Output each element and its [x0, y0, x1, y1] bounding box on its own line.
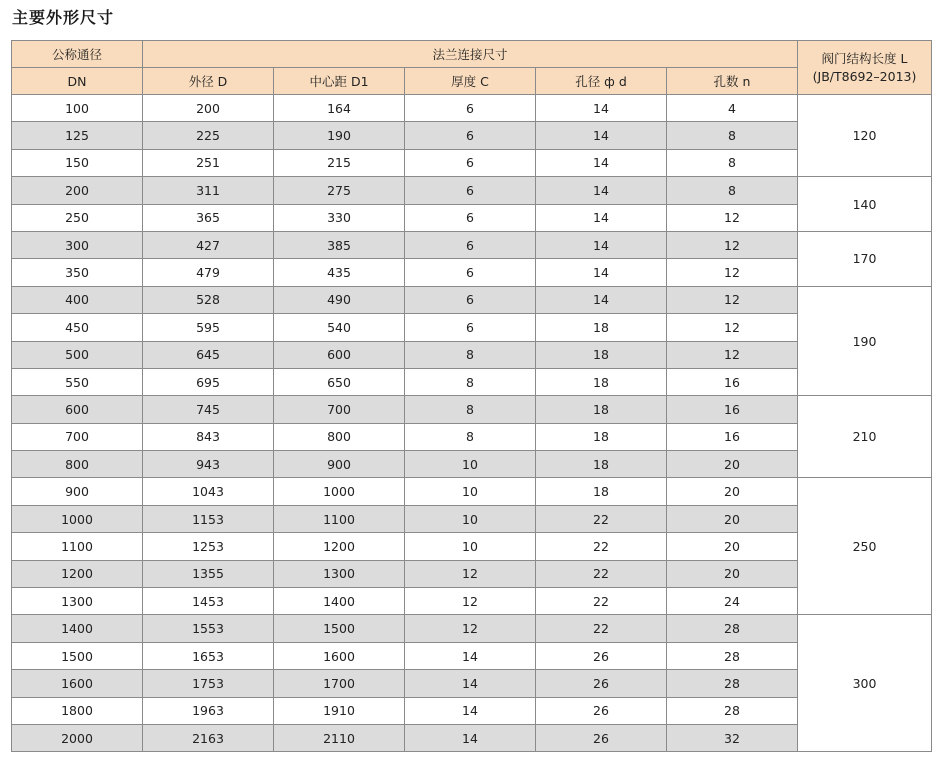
cell-thickness: 14: [405, 670, 536, 697]
cell-outer-diameter: 1043: [143, 478, 274, 505]
cell-center-distance: 190: [274, 122, 405, 149]
cell-hole-diameter: 22: [536, 588, 667, 615]
cell-hole-diameter: 26: [536, 697, 667, 724]
cell-outer-diameter: 595: [143, 314, 274, 341]
header-row-bottom: [12, 68, 932, 95]
cell-hole-diameter: 26: [536, 724, 667, 751]
cell-hole-count: 12: [667, 286, 798, 313]
table-row: [12, 615, 932, 642]
cell-hole-count: 20: [667, 451, 798, 478]
cell-length: 210: [798, 396, 932, 478]
cell-center-distance: 700: [274, 396, 405, 423]
cell-center-distance: 385: [274, 231, 405, 258]
cell-outer-diameter: 427: [143, 231, 274, 258]
header-hole-count: 孔数 n: [667, 68, 798, 95]
cell-length: 250: [798, 478, 932, 615]
cell-hole-diameter: 18: [536, 314, 667, 341]
cell-dn: 1300: [12, 588, 143, 615]
cell-hole-diameter: 18: [536, 451, 667, 478]
cell-center-distance: 1600: [274, 642, 405, 669]
cell-hole-count: 20: [667, 478, 798, 505]
cell-dn: 700: [12, 423, 143, 450]
cell-dn: 1600: [12, 670, 143, 697]
table-row: [12, 259, 932, 286]
cell-outer-diameter: 311: [143, 177, 274, 204]
header-flange: 法兰连接尺寸: [143, 41, 798, 68]
header-dn: DN: [12, 68, 143, 95]
table-row: [12, 423, 932, 450]
cell-hole-count: 8: [667, 177, 798, 204]
cell-outer-diameter: 1653: [143, 642, 274, 669]
cell-outer-diameter: 1753: [143, 670, 274, 697]
cell-center-distance: 540: [274, 314, 405, 341]
cell-hole-diameter: 14: [536, 95, 667, 122]
cell-hole-count: 28: [667, 615, 798, 642]
cell-dn: 550: [12, 368, 143, 395]
cell-dn: 1400: [12, 615, 143, 642]
header-center-distance: 中心距 D1: [274, 68, 405, 95]
cell-outer-diameter: 1253: [143, 533, 274, 560]
cell-hole-diameter: 26: [536, 642, 667, 669]
table-row: [12, 451, 932, 478]
cell-thickness: 6: [405, 122, 536, 149]
cell-hole-count: 4: [667, 95, 798, 122]
cell-hole-count: 16: [667, 368, 798, 395]
cell-dn: 1200: [12, 560, 143, 587]
table-row: [12, 231, 932, 258]
cell-hole-diameter: 14: [536, 286, 667, 313]
cell-center-distance: 1300: [274, 560, 405, 587]
cell-outer-diameter: 225: [143, 122, 274, 149]
cell-dn: 125: [12, 122, 143, 149]
dimensions-table: [11, 40, 932, 752]
cell-hole-diameter: 14: [536, 231, 667, 258]
cell-hole-diameter: 14: [536, 149, 667, 176]
cell-hole-count: 16: [667, 423, 798, 450]
cell-dn: 1100: [12, 533, 143, 560]
cell-hole-diameter: 14: [536, 122, 667, 149]
table-row: [12, 697, 932, 724]
cell-center-distance: 1500: [274, 615, 405, 642]
cell-dn: 900: [12, 478, 143, 505]
cell-length: 140: [798, 177, 932, 232]
cell-center-distance: 1910: [274, 697, 405, 724]
table-body: [12, 95, 932, 752]
cell-hole-diameter: 22: [536, 615, 667, 642]
cell-hole-count: 16: [667, 396, 798, 423]
cell-thickness: 10: [405, 451, 536, 478]
cell-thickness: 6: [405, 95, 536, 122]
table-row: [12, 642, 932, 669]
cell-hole-count: 12: [667, 204, 798, 231]
table-row: [12, 286, 932, 313]
cell-dn: 1000: [12, 505, 143, 532]
cell-hole-count: 20: [667, 560, 798, 587]
table-row: [12, 533, 932, 560]
header-length: [798, 41, 932, 95]
header-outer-diameter: 外径 D: [143, 68, 274, 95]
cell-center-distance: 490: [274, 286, 405, 313]
cell-hole-count: 20: [667, 533, 798, 560]
cell-thickness: 6: [405, 204, 536, 231]
cell-outer-diameter: 843: [143, 423, 274, 450]
page-title: 主要外形尺寸: [12, 8, 115, 27]
cell-hole-count: 28: [667, 697, 798, 724]
cell-hole-diameter: 22: [536, 505, 667, 532]
cell-outer-diameter: 365: [143, 204, 274, 231]
table-row: [12, 670, 932, 697]
cell-outer-diameter: 1553: [143, 615, 274, 642]
header-length-standard: (JB/T8692–2013): [812, 68, 917, 84]
cell-hole-count: 12: [667, 341, 798, 368]
header-length-label: 阀门结构长度 L: [821, 50, 908, 66]
cell-dn: 100: [12, 95, 143, 122]
cell-dn: 600: [12, 396, 143, 423]
cell-hole-diameter: 14: [536, 204, 667, 231]
cell-center-distance: 330: [274, 204, 405, 231]
cell-outer-diameter: 745: [143, 396, 274, 423]
cell-dn: 450: [12, 314, 143, 341]
cell-thickness: 6: [405, 149, 536, 176]
header-nominal: 公称通径: [12, 41, 143, 68]
table-row: [12, 505, 932, 532]
cell-center-distance: 600: [274, 341, 405, 368]
cell-hole-diameter: 22: [536, 560, 667, 587]
cell-thickness: 10: [405, 533, 536, 560]
cell-center-distance: 1700: [274, 670, 405, 697]
cell-center-distance: 650: [274, 368, 405, 395]
cell-outer-diameter: 1963: [143, 697, 274, 724]
cell-outer-diameter: 1453: [143, 588, 274, 615]
cell-hole-diameter: 14: [536, 177, 667, 204]
cell-hole-count: 12: [667, 314, 798, 341]
cell-dn: 250: [12, 204, 143, 231]
cell-center-distance: 1200: [274, 533, 405, 560]
cell-hole-diameter: 26: [536, 670, 667, 697]
cell-center-distance: 1100: [274, 505, 405, 532]
cell-dn: 150: [12, 149, 143, 176]
cell-hole-count: 8: [667, 149, 798, 176]
cell-thickness: 10: [405, 478, 536, 505]
cell-hole-diameter: 18: [536, 423, 667, 450]
cell-thickness: 6: [405, 231, 536, 258]
cell-outer-diameter: 695: [143, 368, 274, 395]
cell-dn: 200: [12, 177, 143, 204]
cell-center-distance: 1400: [274, 588, 405, 615]
cell-center-distance: 215: [274, 149, 405, 176]
cell-hole-count: 12: [667, 259, 798, 286]
cell-thickness: 12: [405, 588, 536, 615]
cell-length: 190: [798, 286, 932, 396]
cell-center-distance: 164: [274, 95, 405, 122]
cell-hole-count: 28: [667, 642, 798, 669]
cell-thickness: 10: [405, 505, 536, 532]
table-row: [12, 478, 932, 505]
cell-hole-count: 32: [667, 724, 798, 751]
cell-outer-diameter: 645: [143, 341, 274, 368]
cell-thickness: 6: [405, 286, 536, 313]
cell-outer-diameter: 528: [143, 286, 274, 313]
cell-hole-diameter: 18: [536, 368, 667, 395]
table-row: [12, 122, 932, 149]
cell-dn: 1800: [12, 697, 143, 724]
cell-center-distance: 435: [274, 259, 405, 286]
cell-length: 300: [798, 615, 932, 752]
cell-thickness: 14: [405, 642, 536, 669]
table-row: [12, 341, 932, 368]
cell-center-distance: 2110: [274, 724, 405, 751]
cell-thickness: 8: [405, 341, 536, 368]
cell-outer-diameter: 1153: [143, 505, 274, 532]
cell-hole-diameter: 18: [536, 341, 667, 368]
header-thickness: 厚度 C: [405, 68, 536, 95]
cell-thickness: 8: [405, 396, 536, 423]
table-row: [12, 177, 932, 204]
cell-dn: 500: [12, 341, 143, 368]
cell-length: 170: [798, 231, 932, 286]
cell-center-distance: 900: [274, 451, 405, 478]
cell-hole-diameter: 18: [536, 478, 667, 505]
cell-dn: 2000: [12, 724, 143, 751]
cell-outer-diameter: 200: [143, 95, 274, 122]
table-row: [12, 95, 932, 122]
cell-thickness: 14: [405, 697, 536, 724]
cell-thickness: 6: [405, 259, 536, 286]
cell-hole-diameter: 22: [536, 533, 667, 560]
header-row-top: [12, 41, 932, 68]
cell-center-distance: 1000: [274, 478, 405, 505]
cell-hole-diameter: 18: [536, 396, 667, 423]
cell-hole-count: 20: [667, 505, 798, 532]
table-row: [12, 149, 932, 176]
cell-outer-diameter: 479: [143, 259, 274, 286]
cell-length: 120: [798, 95, 932, 177]
table-row: [12, 724, 932, 751]
cell-thickness: 12: [405, 560, 536, 587]
cell-thickness: 8: [405, 368, 536, 395]
table-row: [12, 314, 932, 341]
cell-dn: 300: [12, 231, 143, 258]
table-row: [12, 560, 932, 587]
header-hole-diameter: 孔径 ф d: [536, 68, 667, 95]
cell-dn: 1500: [12, 642, 143, 669]
table-row: [12, 396, 932, 423]
cell-outer-diameter: 1355: [143, 560, 274, 587]
cell-thickness: 8: [405, 423, 536, 450]
cell-center-distance: 800: [274, 423, 405, 450]
cell-hole-diameter: 14: [536, 259, 667, 286]
cell-hole-count: 28: [667, 670, 798, 697]
cell-thickness: 6: [405, 314, 536, 341]
cell-hole-count: 8: [667, 122, 798, 149]
cell-thickness: 14: [405, 724, 536, 751]
cell-hole-count: 24: [667, 588, 798, 615]
cell-outer-diameter: 251: [143, 149, 274, 176]
table-row: [12, 588, 932, 615]
cell-outer-diameter: 943: [143, 451, 274, 478]
cell-thickness: 6: [405, 177, 536, 204]
cell-thickness: 12: [405, 615, 536, 642]
cell-dn: 800: [12, 451, 143, 478]
cell-center-distance: 275: [274, 177, 405, 204]
cell-hole-count: 12: [667, 231, 798, 258]
cell-dn: 400: [12, 286, 143, 313]
table-row: [12, 204, 932, 231]
cell-outer-diameter: 2163: [143, 724, 274, 751]
table-row: [12, 368, 932, 395]
cell-dn: 350: [12, 259, 143, 286]
